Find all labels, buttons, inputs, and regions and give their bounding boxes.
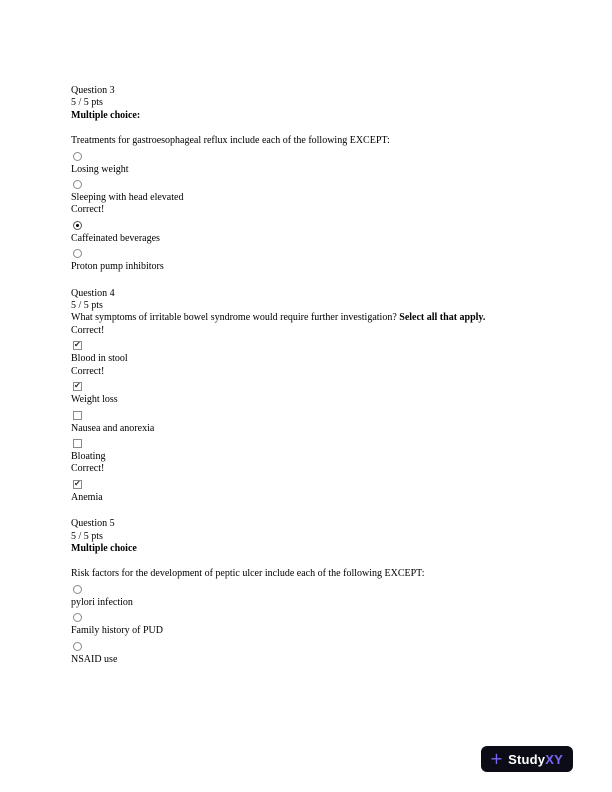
answer-option — [71, 585, 537, 609]
option-label: Anemia — [71, 491, 103, 503]
radio-button[interactable] — [73, 585, 82, 594]
option-label: Caffeinated beverages — [71, 232, 160, 244]
answer-option — [71, 204, 537, 245]
checkbox-unchecked[interactable] — [73, 411, 82, 420]
question-stem: Risk factors for the development of peptic ulcer include each of the following EXCEPT: — [71, 568, 425, 580]
radio-button[interactable] — [73, 642, 82, 651]
question-block-3 — [71, 85, 537, 274]
answer-option — [71, 439, 537, 463]
stem-bold-emphasis: Select all that apply. — [399, 312, 486, 324]
radio-button[interactable] — [73, 152, 82, 161]
option-label: Weight loss — [71, 394, 118, 406]
radio-button[interactable] — [73, 613, 82, 622]
option-label: Nausea and anorexia — [71, 422, 155, 434]
brand-text-white: Study — [508, 751, 546, 767]
options-list — [71, 585, 537, 666]
answer-option — [71, 411, 537, 435]
brand-logo-text — [508, 752, 563, 767]
checkbox-checked[interactable] — [73, 341, 82, 350]
option-label: Blood in stool — [71, 353, 128, 365]
question-points: 5 / 5 pts — [71, 530, 103, 542]
question-stem: What symptoms of irritable bowel syndrome would require further investigation? Select all that apply. — [71, 312, 486, 324]
answer-option — [71, 152, 537, 176]
option-label: Sleeping with head elevated — [71, 192, 184, 204]
answer-option — [71, 642, 537, 666]
question-stem: Treatments for gastroesophageal reflux include each of the following EXCEPT: — [71, 135, 390, 147]
option-label: pylori infection — [71, 596, 133, 608]
question-block-4 — [71, 288, 537, 504]
answer-option — [71, 463, 537, 504]
quiz-page-content — [71, 85, 537, 666]
checkbox-checked[interactable] — [73, 382, 82, 391]
question-title: Question 5 — [71, 518, 115, 530]
option-label: Family history of PUD — [71, 625, 163, 637]
correct-label: Correct! — [71, 463, 105, 475]
correct-label: Correct! — [71, 324, 105, 336]
question-title: Question 3 — [71, 85, 115, 96]
question-points: 5 / 5 pts — [71, 97, 103, 109]
option-label: NSAID use — [71, 653, 118, 665]
radio-button[interactable] — [73, 249, 82, 258]
brand-text-accent: XY — [545, 751, 563, 767]
option-label: Losing weight — [71, 163, 129, 175]
checkbox-checked[interactable] — [73, 480, 82, 489]
answer-option — [71, 366, 537, 407]
answer-option — [71, 180, 537, 204]
studyxy-badge — [481, 746, 573, 772]
options-list — [71, 152, 537, 274]
option-label: Bloating — [71, 450, 106, 462]
correct-label: Correct! — [71, 365, 105, 377]
correct-label: Correct! — [71, 204, 105, 216]
checkbox-unchecked[interactable] — [73, 439, 82, 448]
option-label: Proton pump inhibitors — [71, 261, 164, 273]
question-points: 5 / 5 pts — [71, 300, 103, 312]
answer-option — [71, 325, 537, 366]
answer-option — [71, 249, 537, 273]
radio-button-selected[interactable] — [73, 221, 82, 230]
question-title: Question 4 — [71, 287, 115, 299]
radio-button[interactable] — [73, 180, 82, 189]
answer-option — [71, 613, 537, 637]
question-type-label: Multiple choice: — [71, 109, 141, 121]
question-type-label: Multiple choice — [71, 542, 137, 554]
plus-icon: + — [489, 749, 504, 768]
question-block-5 — [71, 518, 537, 666]
options-list — [71, 325, 537, 504]
